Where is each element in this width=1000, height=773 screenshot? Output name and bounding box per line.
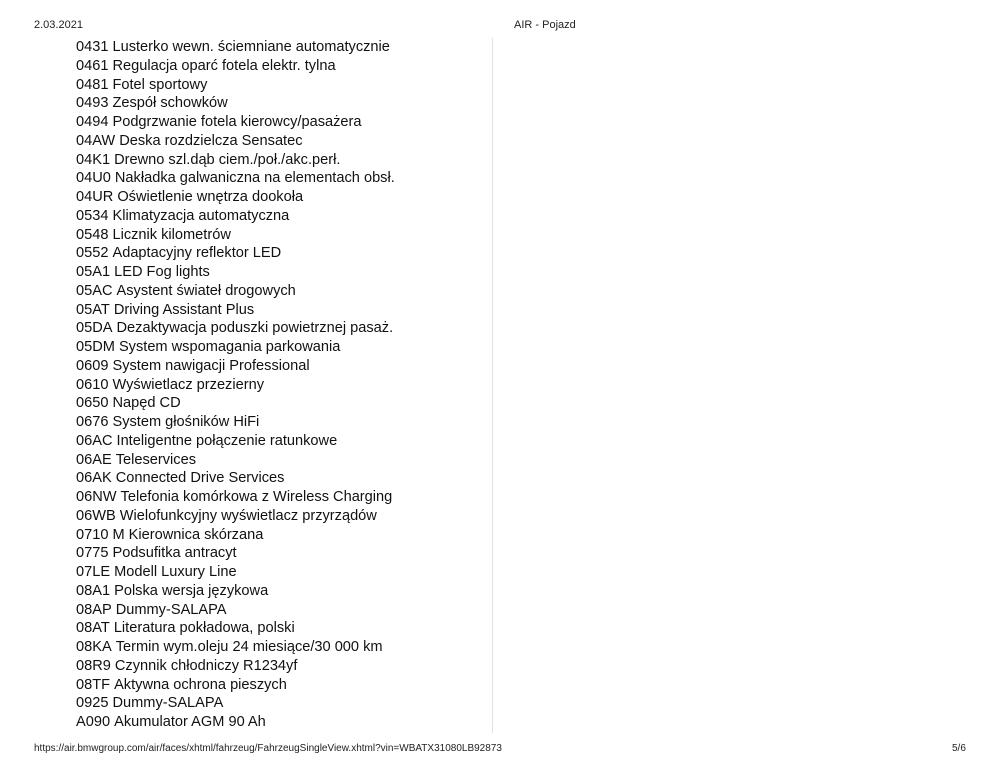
equipment-code: 05DA [76,320,113,337]
equipment-label: Polska wersja językowa [114,582,269,599]
equipment-item [76,619,490,638]
equipment-code: 04U0 [76,170,111,187]
equipment-item [76,38,490,57]
equipment-code: 0925 [76,695,109,712]
equipment-label: Adaptacyjny reflektor LED [112,245,282,262]
equipment-item [76,488,490,507]
equipment-code: 0461 [76,57,109,74]
equipment-code: 08AT [76,620,110,637]
equipment-label: Driving Assistant Plus [113,301,255,318]
page-url: https://air.bmwgroup.com/air/faces/xhtml/fahrzeug/FahrzeugSingleView.xhtml?vin=WBATX31080LB92873 [34,743,502,754]
print-date: 2.03.2021 [34,19,83,31]
equipment-item [76,207,490,226]
equipment-item [76,301,490,320]
equipment-item [76,657,490,676]
equipment-label: Oświetlenie wnętrza dookoła [117,189,304,205]
equipment-code: 04UR [76,189,114,205]
equipment-label: Nakładka galwaniczna na elementach obsł. [114,170,395,187]
equipment-label: Licznik kilometrów [112,226,231,243]
equipment-item [76,432,490,451]
equipment-label: Teleservices [115,451,196,468]
equipment-item [76,451,490,470]
equipment-code: 0548 [76,226,109,243]
equipment-item [76,713,490,732]
equipment-code: 0493 [76,95,109,112]
equipment-item [76,544,490,563]
equipment-item [76,319,490,338]
equipment-code: 0534 [76,207,109,224]
equipment-code: 07LE [76,564,111,580]
equipment-code: 05DM [76,339,115,355]
equipment-item [76,169,490,188]
equipment-item [76,601,490,620]
equipment-code: 08TF [76,676,111,693]
equipment-label: System nawigacji Professional [112,357,310,374]
page-number: 5/6 [952,743,966,754]
equipment-item [76,94,490,113]
equipment-code: 06WB [76,507,116,524]
equipment-label: LED Fog lights [114,264,210,280]
column-divider [492,38,493,733]
equipment-item [76,113,490,132]
equipment-item [76,57,490,76]
equipment-item [76,526,490,545]
equipment-label: System wspomagania parkowania [118,339,341,355]
equipment-item [76,226,490,245]
equipment-label: Wyświetlacz przezierny [112,376,264,393]
equipment-code: 0481 [76,76,109,93]
equipment-code: 0650 [76,395,109,412]
equipment-label: Dummy-SALAPA [112,695,224,712]
equipment-code: 0609 [76,357,109,374]
equipment-label: Dummy-SALAPA [115,601,227,618]
equipment-code: 08A1 [76,582,111,599]
equipment-item [76,582,490,601]
equipment-item [76,338,490,357]
equipment-code: A090 [76,714,111,730]
equipment-label: Literatura pokładowa, polski [113,620,295,637]
equipment-item [76,676,490,695]
equipment-label: Regulacja oparć fotela elektr. tylna [112,57,336,74]
equipment-label: Dezaktywacja poduszki powietrznej pasaż. [116,320,394,337]
equipment-code: 08AP [76,601,112,618]
equipment-item [76,244,490,263]
equipment-item [76,413,490,432]
equipment-label: System głośników HiFi [112,414,260,430]
document-title: AIR - Pojazd [514,19,576,31]
equipment-label: Podgrzwanie fotela kierowcy/pasażera [112,114,362,130]
equipment-label: Deska rozdzielcza Sensatec [119,132,303,149]
equipment-item [76,638,490,657]
equipment-label: Inteligentne połączenie ratunkowe [116,432,338,449]
equipment-label: Termin wym.oleju 24 miesiące/30 000 km [115,639,383,655]
equipment-item [76,376,490,395]
equipment-code: 06AK [76,470,112,487]
equipment-list [76,38,490,732]
equipment-label: Zespół schowków [112,95,228,112]
equipment-code: 06AE [76,451,112,468]
equipment-label: Asystent świateł drogowych [116,282,296,299]
equipment-code: 0676 [76,414,109,430]
equipment-item [76,507,490,526]
equipment-code: 04K1 [76,151,111,168]
equipment-label: Podsufitka antracyt [112,545,237,562]
equipment-code: 0775 [76,545,109,562]
equipment-item [76,694,490,713]
equipment-item [76,188,490,207]
equipment-code: 05AC [76,282,113,299]
equipment-item [76,76,490,95]
equipment-label: Lusterko wewn. ściemniane automatycznie [112,39,390,55]
equipment-item [76,282,490,301]
equipment-code: 05A1 [76,264,111,280]
equipment-item [76,357,490,376]
equipment-item [76,151,490,170]
equipment-code: 08KA [76,639,112,655]
equipment-label: Fotel sportowy [112,76,208,93]
equipment-code: 08R9 [76,657,111,674]
equipment-label: Connected Drive Services [115,470,285,487]
equipment-item [76,132,490,151]
equipment-label: Wielofunkcyjny wyświetlacz przyrządów [119,507,377,524]
equipment-item [76,563,490,582]
equipment-label: Modell Luxury Line [114,564,237,580]
equipment-label: Napęd CD [112,395,181,412]
equipment-label: M Kierownica skórzana [112,526,264,543]
equipment-code: 06NW [76,489,117,505]
equipment-label: Telefonia komórkowa z Wireless Charging [120,489,393,505]
equipment-code: 0552 [76,245,109,262]
equipment-label: Aktywna ochrona pieszych [114,676,287,693]
equipment-code: 0610 [76,376,109,393]
equipment-label: Klimatyzacja automatyczna [112,207,290,224]
equipment-label: Czynnik chłodniczy R1234yf [114,657,298,674]
equipment-item [76,469,490,488]
equipment-label: Drewno szl.dąb ciem./poł./akc.perł. [114,151,341,168]
equipment-code: 0431 [76,39,109,55]
equipment-code: 06AC [76,432,113,449]
equipment-section [76,38,490,732]
equipment-code: 0710 [76,526,109,543]
equipment-item [76,263,490,282]
equipment-item [76,394,490,413]
equipment-code: 05AT [76,301,110,318]
equipment-label: Akumulator AGM 90 Ah [114,714,266,730]
equipment-code: 04AW [76,132,116,149]
equipment-code: 0494 [76,114,109,130]
